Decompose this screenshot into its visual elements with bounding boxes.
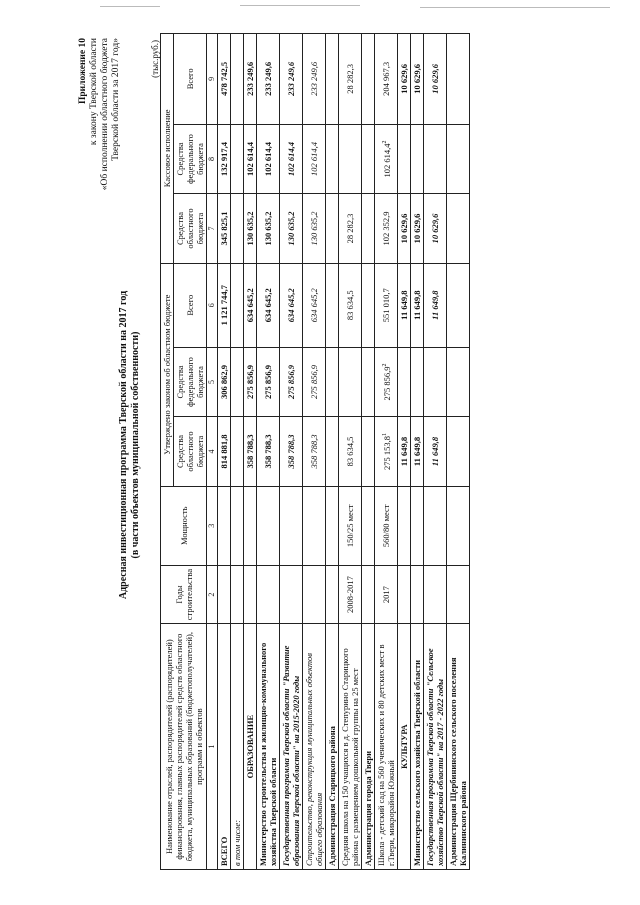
appendix-law-title-line1: «Об исполнении областного бюджета	[100, 38, 110, 191]
header-capacity: Мощность	[161, 486, 207, 565]
row-years	[411, 565, 424, 623]
appendix-header	[78, 38, 122, 190]
row-a-tot	[303, 263, 326, 347]
table-row	[339, 34, 362, 870]
table-row	[303, 34, 326, 870]
row-capacity	[424, 486, 447, 565]
row-e-tot	[303, 34, 326, 125]
cell-value: 233 249,6	[309, 61, 319, 96]
row-a-tot	[257, 263, 280, 347]
appendix-law-line: к закону Тверской области	[89, 38, 99, 146]
row-e-tot	[424, 34, 447, 125]
row-e-tot	[411, 34, 424, 125]
cell-value: 275 856,9	[245, 365, 255, 399]
row-e-tot	[244, 34, 257, 125]
row-years	[231, 565, 244, 623]
row-a-fed	[362, 347, 375, 417]
table-row	[218, 34, 231, 870]
column-number: 7	[207, 194, 218, 263]
row-a-tot	[362, 263, 375, 347]
row-e-tot	[280, 34, 303, 125]
row-a-tot	[231, 263, 244, 347]
row-name: Средняя школа на 150 учащихся в д. Степурино Старицкого района с размещением дошкольной группы на 25 мест	[339, 624, 362, 870]
header-name: Наименование отраслей, распорядителей (распорядителей) финансирования, главных распорядителей средств областного бюджета, муниципальных образований (бюджетополучателей), программ и объектов	[161, 624, 207, 870]
row-capacity	[257, 486, 280, 565]
row-capacity: 560/80 мест	[375, 486, 398, 565]
row-e-tot	[231, 34, 244, 125]
row-name: Администрация города Твери	[362, 624, 375, 870]
row-e-fed	[257, 124, 280, 194]
cell-value: 275 856,9	[263, 365, 273, 399]
cell-value: 233 249,6	[245, 61, 255, 96]
row-a-tot	[326, 263, 339, 347]
row-years	[257, 565, 280, 623]
cell-value: 10 629,6	[412, 63, 422, 94]
row-name: в том числе:	[231, 624, 244, 870]
cell-value: 10 629,6	[430, 63, 440, 94]
footnote-marker: 1	[382, 433, 389, 436]
investment-program-table	[160, 33, 470, 870]
row-a-tot	[424, 263, 447, 347]
row-e-fed	[362, 124, 375, 194]
row-a-fed	[339, 347, 362, 417]
cell-value: 132 917,4	[219, 142, 229, 176]
title-line1: Адресная инвестиционная программа Тверской области на 2017 год	[118, 290, 129, 600]
row-a-tot	[411, 263, 424, 347]
row-a-tot	[339, 263, 362, 347]
row-a-tot	[375, 263, 398, 347]
cell-value: 233 249,6	[263, 61, 273, 96]
row-name: КУЛЬТУРА	[398, 624, 411, 870]
cell-value: 551 010,7	[381, 288, 391, 323]
row-a-tot	[218, 263, 231, 347]
row-name: ОБРАЗОВАНИЕ	[244, 624, 257, 870]
cell-value: 10 629,6	[399, 63, 409, 94]
row-years	[398, 565, 411, 623]
cell-value: 275 856,9	[286, 365, 296, 399]
row-e-reg	[244, 194, 257, 263]
row-name: ВСЕГО	[218, 624, 231, 870]
row-e-reg	[280, 194, 303, 263]
header-approved-regional: Средства областного бюджета	[174, 417, 207, 486]
row-years	[424, 565, 447, 623]
table-body	[218, 34, 470, 870]
column-number-row	[207, 34, 218, 870]
row-e-reg	[231, 194, 244, 263]
row-a-tot	[447, 263, 470, 347]
cell-value: 10 629,6	[430, 213, 440, 244]
row-a-fed	[231, 347, 244, 417]
row-e-fed	[424, 124, 447, 194]
cell-value: 130 635,2	[286, 211, 296, 246]
row-a-reg	[280, 417, 303, 486]
row-e-tot	[398, 34, 411, 125]
row-e-reg	[339, 194, 362, 263]
header-approved-total: Всего	[174, 263, 207, 347]
row-capacity: 150/25 мест	[339, 486, 362, 565]
table-row	[411, 34, 424, 870]
row-a-reg	[375, 417, 398, 486]
cell-value: 102 614,4	[263, 142, 273, 176]
row-name: Администрация Щербининского сельского поселения Калининского района	[447, 624, 470, 870]
row-years: 2008-2017	[339, 565, 362, 623]
cell-value: 102 352,9	[381, 211, 391, 246]
row-a-fed	[411, 347, 424, 417]
header-approved-group: Утверждено законом об областном бюджете	[161, 263, 174, 486]
row-capacity	[231, 486, 244, 565]
cell-value: 11 649,8	[430, 290, 440, 320]
cell-value: 130 635,2	[309, 211, 319, 246]
header-executed-group: Кассовое исполнение	[161, 34, 174, 264]
header-years: Годы строительства	[161, 565, 207, 623]
table-row	[244, 34, 257, 870]
footnote-marker: 2	[382, 363, 389, 367]
row-years	[244, 565, 257, 623]
row-years	[447, 565, 470, 623]
header-executed-total: Всего	[174, 34, 207, 125]
row-e-tot	[447, 34, 470, 125]
row-name: Школа - детский сад на 560 ученических и 80 детских мест в г.Твери, микрорайон Южный	[375, 624, 398, 870]
row-name: Министерство сельского хозяйства Тверской области	[411, 624, 424, 870]
column-number: 9	[207, 34, 218, 125]
row-a-reg	[244, 417, 257, 486]
row-e-fed	[326, 124, 339, 194]
row-capacity	[362, 486, 375, 565]
appendix-number: Приложение 10	[78, 38, 88, 105]
row-name: Строительство, реконструкция муниципальных объектов общего образования	[303, 624, 326, 870]
row-capacity	[447, 486, 470, 565]
cell-value: 102 614,4	[245, 142, 255, 176]
row-years	[303, 565, 326, 623]
cell-value: 358 788,3	[286, 434, 296, 469]
row-a-tot	[244, 263, 257, 347]
row-e-tot	[326, 34, 339, 125]
row-name: Государственная программа Тверской области "Сельское хозяйство Тверской области" на 2017 - 2022 годы	[424, 624, 447, 870]
row-e-tot	[375, 34, 398, 125]
row-e-fed	[218, 124, 231, 194]
cell-value: 306 862,9	[219, 365, 229, 399]
row-a-tot	[398, 263, 411, 347]
cell-value: 634 645,2	[263, 288, 273, 323]
row-e-fed	[447, 124, 470, 194]
footnote-marker: 2	[382, 140, 389, 144]
cell-value: 634 645,2	[309, 288, 319, 323]
title-line2: (в части объектов муниципальной собственности)	[130, 331, 141, 559]
row-e-fed	[339, 124, 362, 194]
table-row	[375, 34, 398, 870]
header-executed-federal: Средства федерального бюджета	[174, 124, 207, 194]
cell-value: 11 649,8	[412, 290, 422, 320]
column-number: 4	[207, 417, 218, 486]
row-a-fed	[257, 347, 280, 417]
cell-value: 634 645,2	[286, 288, 296, 323]
cell-value: 1 121 744,7	[219, 285, 229, 326]
row-e-fed	[398, 124, 411, 194]
cell-value: 275 856,9	[309, 365, 319, 399]
row-a-reg	[218, 417, 231, 486]
row-capacity	[280, 486, 303, 565]
row-name: Государственная программа Тверской области "Развитие образования Тверской области" на 2015-2020 годы	[280, 624, 303, 870]
column-number: 2	[207, 565, 218, 623]
cell-value: 10 629,6	[412, 213, 422, 244]
row-years	[218, 565, 231, 623]
cell-value: 11 649,8	[399, 290, 409, 320]
column-number: 1	[207, 624, 218, 870]
row-e-reg	[362, 194, 375, 263]
row-a-reg	[411, 417, 424, 486]
row-years	[280, 565, 303, 623]
appendix-law-title-line2: Тверской области за 2017 год»	[111, 38, 121, 161]
row-capacity	[244, 486, 257, 565]
row-capacity	[303, 486, 326, 565]
row-e-tot	[218, 34, 231, 125]
cell-value: 28 282,3	[345, 213, 355, 244]
row-e-tot	[339, 34, 362, 125]
cell-value: 478 742,5	[219, 61, 229, 96]
row-capacity	[411, 486, 424, 565]
row-a-reg	[398, 417, 411, 486]
cell-value: 11 649,8	[399, 436, 409, 467]
row-e-reg	[447, 194, 470, 263]
row-years	[326, 565, 339, 623]
cell-value: 275 153,8	[381, 436, 392, 470]
row-a-fed	[244, 347, 257, 417]
cell-value: 358 788,3	[309, 434, 319, 469]
row-a-tot	[280, 263, 303, 347]
cell-value: 358 788,3	[263, 434, 273, 469]
cell-value: 634 645,2	[245, 288, 255, 323]
row-e-tot	[257, 34, 280, 125]
row-a-reg	[424, 417, 447, 486]
cell-value: 130 635,2	[263, 211, 273, 246]
cell-value: 10 629,6	[399, 213, 409, 244]
cell-value: 28 282,3	[345, 63, 355, 94]
cell-value: 102 614,4	[381, 143, 392, 178]
row-e-reg	[218, 194, 231, 263]
cell-value: 102 614,4	[286, 142, 296, 176]
row-e-reg	[303, 194, 326, 263]
cell-value: 83 634,5	[345, 436, 355, 467]
column-number: 3	[207, 486, 218, 565]
column-number: 8	[207, 124, 218, 194]
cell-value: 83 634,5	[345, 290, 355, 321]
row-a-fed	[447, 347, 470, 417]
row-a-reg	[447, 417, 470, 486]
cell-value: 345 825,1	[219, 211, 229, 246]
row-e-reg	[257, 194, 280, 263]
document-title	[118, 145, 142, 745]
row-e-reg	[398, 194, 411, 263]
cell-value: 814 881,8	[219, 434, 229, 469]
row-a-fed	[375, 347, 398, 417]
table-row	[280, 34, 303, 870]
row-a-fed	[303, 347, 326, 417]
row-a-fed	[218, 347, 231, 417]
table-row	[362, 34, 375, 870]
table-row	[231, 34, 244, 870]
row-capacity	[326, 486, 339, 565]
cell-value: 204 967,3	[381, 61, 391, 96]
row-a-reg	[303, 417, 326, 486]
row-e-fed	[411, 124, 424, 194]
cell-value: 130 635,2	[245, 211, 255, 246]
row-e-fed	[231, 124, 244, 194]
table-row	[326, 34, 339, 870]
row-e-fed	[244, 124, 257, 194]
row-a-fed	[398, 347, 411, 417]
cell-value: 102 614,4	[309, 142, 319, 176]
row-a-fed	[326, 347, 339, 417]
table-row	[257, 34, 280, 870]
row-e-reg	[375, 194, 398, 263]
table-row	[424, 34, 447, 870]
cell-value: 11 649,8	[412, 436, 422, 467]
row-years	[362, 565, 375, 623]
unit-label: (тыс.руб.)	[150, 40, 160, 78]
row-a-fed	[280, 347, 303, 417]
row-e-fed	[375, 124, 398, 194]
row-capacity	[218, 486, 231, 565]
column-number: 6	[207, 263, 218, 347]
row-e-reg	[424, 194, 447, 263]
cell-value: 233 249,6	[286, 61, 296, 96]
cell-value: 275 856,9	[381, 366, 392, 401]
row-e-fed	[280, 124, 303, 194]
row-a-reg	[326, 417, 339, 486]
row-a-reg	[362, 417, 375, 486]
row-a-fed	[424, 347, 447, 417]
row-name: Министерство строительства и жилищно-коммунального хозяйства Тверской области	[257, 624, 280, 870]
column-number: 5	[207, 347, 218, 417]
row-years: 2017	[375, 565, 398, 623]
row-e-tot	[362, 34, 375, 125]
row-e-fed	[303, 124, 326, 194]
table-row	[398, 34, 411, 870]
row-a-reg	[257, 417, 280, 486]
row-a-reg	[231, 417, 244, 486]
cell-value: 358 788,3	[245, 434, 255, 469]
row-e-reg	[411, 194, 424, 263]
row-capacity	[398, 486, 411, 565]
header-executed-regional: Средства областного бюджета	[174, 194, 207, 263]
row-name: Администрация Старицкого района	[326, 624, 339, 870]
header-approved-federal: Средства федерального бюджета	[174, 347, 207, 417]
table-row	[447, 34, 470, 870]
cell-value: 11 649,8	[430, 436, 440, 467]
row-e-reg	[326, 194, 339, 263]
row-a-reg	[339, 417, 362, 486]
